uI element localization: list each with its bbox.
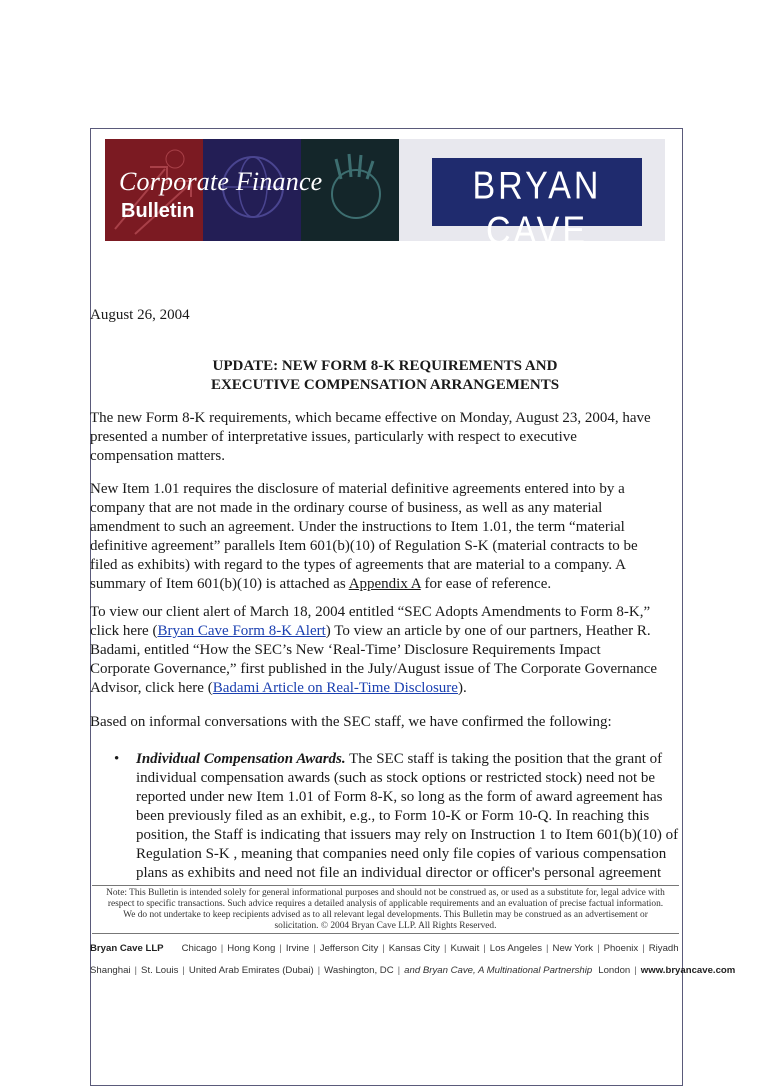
- footer-firm-name: Bryan Cave LLP: [90, 943, 164, 954]
- office: St. Louis: [141, 965, 179, 976]
- office: Los Angeles: [489, 943, 543, 954]
- sec-staff-paragraph: Based on informal conversations with the SEC staff, we have confirmed the following:: [90, 714, 612, 730]
- bullet-heading: Individual Compensation Awards.: [136, 751, 346, 767]
- bullet-icon: •: [114, 751, 120, 767]
- disclaimer-line-3: We do not undertake to keep recipients advised as to all relevant legal developments. This Bulletin may be construed as an advertisement or: [123, 910, 648, 920]
- bulletin-date: August 26, 2004: [90, 307, 190, 323]
- disclaimer-line-1: Note: This Bulletin is intended solely for general informational purposes and should not be construed as, or used as a substitute for, legal advice with: [106, 888, 665, 898]
- item-101-paragraph: [90, 480, 660, 594]
- office: Kuwait: [450, 943, 480, 954]
- office: Phoenix: [603, 943, 639, 954]
- links-text-c: ).: [457, 680, 467, 696]
- badami-article-link[interactable]: Badami Article on Real-Time Disclosure: [212, 680, 458, 696]
- disclaimer-note: [92, 885, 679, 934]
- item-101-tail: for ease of reference.: [420, 576, 552, 592]
- banner-subtitle: Bulletin: [121, 200, 195, 222]
- links-paragraph: [90, 603, 660, 698]
- masthead-banner: [105, 139, 665, 253]
- bryan-cave-logo: [432, 158, 642, 253]
- intro-paragraph: The new Form 8-K requirements, which became effective on Monday, August 23, 2004, have presented a number of interpretative issues, particularly with respect to executive compensation matters.: [90, 410, 651, 464]
- office: Hong Kong: [227, 943, 276, 954]
- office: New York: [552, 943, 594, 954]
- logo-text: BRYAN CAVE: [472, 164, 602, 253]
- bryan-cave-alert-link[interactable]: Bryan Cave Form 8-K Alert: [157, 623, 326, 639]
- bullet-text: The SEC staff is taking the position that the grant of individual compensation awards (such as stock options or restricted stock) need not be reported under new Item 1.01 of Form 8-K, so long as the form of award agreement has been previously filed as an exhibit, e.g., to Form 10-K or Form 10-Q. In reaching this position, the Staff is indicating that issuers may rely on Instruction 1 to Item 601(b)(10) of Regulation S-K , meaning that companies need only file copies of various compensation plans as exhibits and need not file an individual director or officer's personal agreement: [136, 751, 679, 881]
- office: Riyadh: [648, 943, 679, 954]
- document-heading: [90, 357, 680, 395]
- office: Irvine: [285, 943, 310, 954]
- office: Jefferson City: [319, 943, 379, 954]
- office: United Arab Emirates (Dubai): [188, 965, 314, 976]
- banner-title: Corporate Finance: [119, 167, 323, 196]
- links-text-b: ) To view an article by one of our partners, Heather R. Badami, entitled “How the SEC’s New ‘Real-Time’ Disclosure Requirements Impact Corporate Governance,” first published in the July/August issue of The Corporate Governance Advisor, click here (: [90, 623, 658, 696]
- appendix-a-reference: Appendix A: [348, 576, 421, 592]
- footer-partnership: and Bryan Cave, A Multinational Partnership: [404, 965, 593, 976]
- footer-offices-line-1: Bryan Cave LLP Chicago | Hong Kong | Irvine | Jefferson City | Kansas City | Kuwait | Los Angeles | New York | Phoenix | Riyadh: [90, 943, 679, 954]
- disclaimer-line-4: solicitation. © 2004 Bryan Cave LLP. All Rights Reserved.: [274, 921, 497, 931]
- item-101-text: New Item 1.01 requires the disclosure of material definitive agreements entered into by a company that are not made in the ordinary course of business, as well as any material amendment to such an agreement. Under the instructions to Item 1.01, the term “material definitive agreement” parallels Item 601(b)(10) of Regulation S-K (material contracts to be filed as exhibits) with regard to the types of agreements that are material to a company. A summary of Item 601(b)(10) is attached as: [90, 481, 638, 592]
- links-text-a: To view our client alert of March 18, 2004 entitled “SEC Adopts Amendments to Form 8-K,” click here (: [90, 604, 651, 639]
- footer-offices-line-2: Shanghai | St. Louis | United Arab Emirates (Dubai) | Washington, DC | and Bryan Cave, A Multinational Partnership London | www.bryancave.com: [90, 965, 736, 976]
- disclaimer-line-2: respect to specific transactions. Such advice requires a detailed analysis of applicable requirements and an evaluation of precise factual information.: [107, 899, 664, 909]
- footer-website-link[interactable]: www.bryancave.com: [640, 965, 736, 976]
- bullet-body: [136, 750, 684, 883]
- office: Chicago: [181, 943, 217, 954]
- office: Shanghai: [90, 965, 131, 976]
- office: London: [598, 965, 631, 976]
- heading-line-2: EXECUTIVE COMPENSATION ARRANGEMENTS: [210, 377, 560, 393]
- office: Kansas City: [388, 943, 440, 954]
- heading-line-1: UPDATE: NEW FORM 8-K REQUIREMENTS AND: [212, 358, 558, 374]
- office: Washington, DC: [324, 965, 394, 976]
